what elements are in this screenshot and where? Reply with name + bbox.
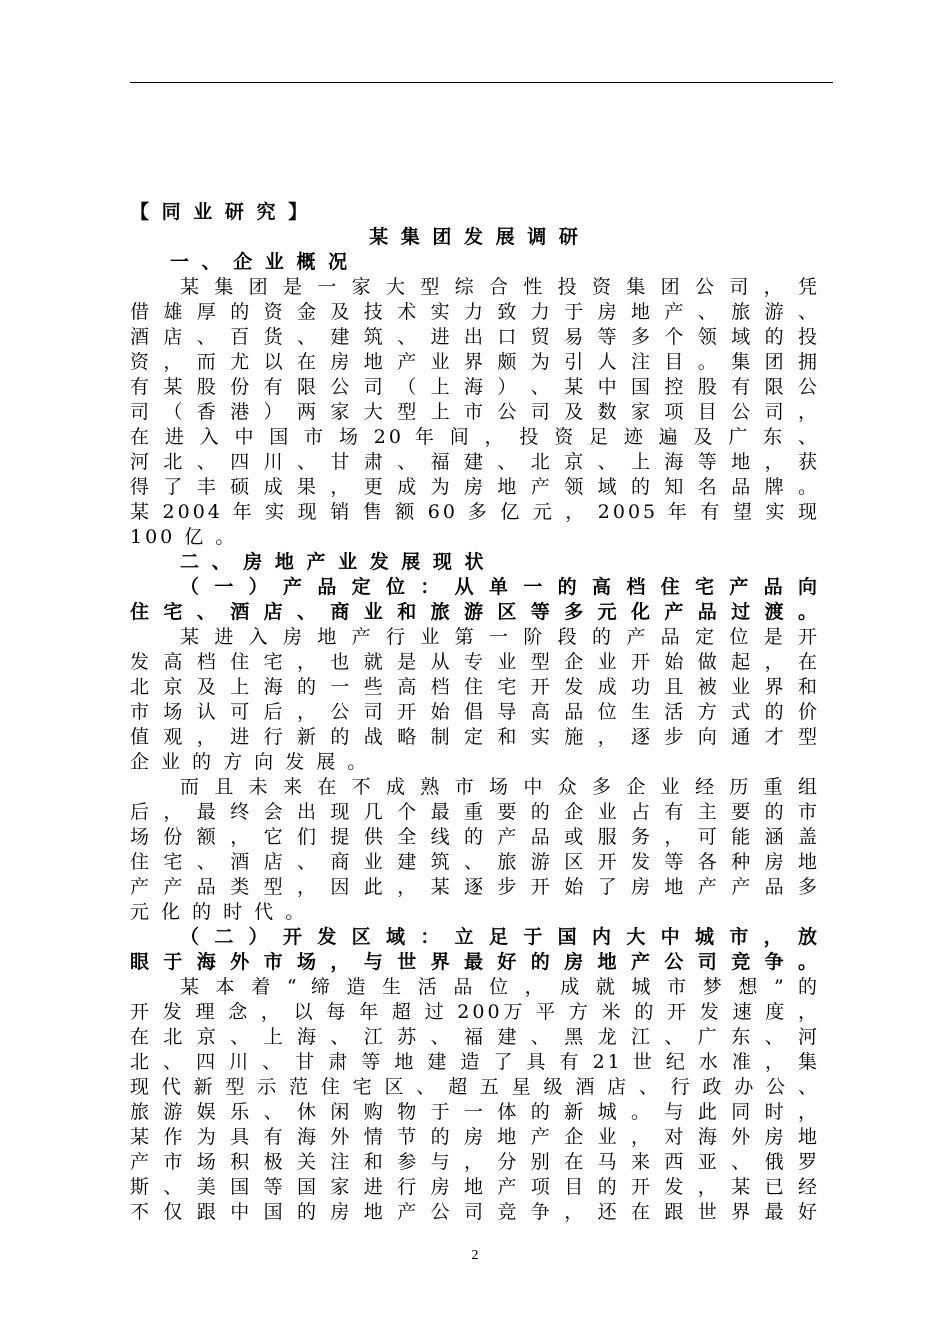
paragraph-1 [130, 275, 820, 550]
subheading-1 [130, 575, 820, 625]
heading-1: 一 、 企 业 概 况 [170, 251, 351, 273]
text-line: 住 宅 、 酒 店 、 商 业 和 旅 游 区 等 多 元 化 产 品 过 渡 。 [130, 601, 820, 623]
paragraph-2 [130, 625, 820, 775]
paragraph-4 [130, 975, 820, 1225]
text-line: 市 场 认 可 后 ， 公 司 开 始 倡 导 高 品 位 生 活 方 式 的 价 [130, 701, 820, 723]
document-title: 某 集 团 发 展 调 研 [369, 226, 581, 248]
header-rule [130, 82, 833, 83]
text-line: 产 产 品 类 型 ， 因 此 ， 某 逐 步 开 始 了 房 地 产 产 品 多 [130, 876, 820, 898]
heading-2: 二 、 房 地 产 业 发 展 现 状 [180, 551, 487, 573]
page-number: 2 [471, 1248, 479, 1263]
text-line: 现 代 新 型 示 范 住 宅 区 、 超 五 星 级 酒 店 、 行 政 办 公 、 [130, 1076, 820, 1098]
text-line: 北 京 及 上 海 的 一 些 高 档 住 宅 开 发 成 功 且 被 业 界 和 [130, 676, 820, 698]
text-line: 住 宅 、 酒 店 、 商 业 建 筑 、 旅 游 区 开 发 等 各 种 房 地 [130, 851, 820, 873]
text-line: 司 （ 香 港 ） 两 家 大 型 上 市 公 司 及 数 家 项 目 公 司 ， [130, 401, 820, 423]
text-line: 某 进 入 房 地 产 行 业 第 一 阶 段 的 产 品 定 位 是 开 [180, 626, 820, 648]
text-line: 100 亿 。 [130, 526, 238, 548]
text-line: 在 北 京 、 上 海 、 江 苏 、 福 建 、 黑 龙 江 、 广 东 、 河 [130, 1026, 820, 1048]
text-line: 酒 店 、 百 货 、 建 筑 、 进 出 口 贸 易 等 多 个 领 域 的 投 [130, 326, 820, 348]
text-line: 旅 游 娱 乐 、 休 闲 购 物 于 一 体 的 新 城 。 与 此 同 时 ， [130, 1101, 820, 1123]
text-line: 发 高 档 住 宅 ， 也 就 是 从 专 业 型 企 业 开 始 做 起 ， 在 [130, 651, 820, 673]
text-line: 资 ， 而 尤 以 在 房 地 产 业 界 颇 为 引 人 注 目 。 集 团 拥 [130, 351, 820, 373]
text-line: 场 份 额 ， 它 们 提 供 全 线 的 产 品 或 服 务 ， 可 能 涵 盖 [130, 826, 820, 848]
document-body [130, 200, 820, 1225]
text-line: 企 业 的 方 向 发 展 。 [130, 751, 370, 773]
text-line: 某 本 着 “ 缔 造 生 活 品 位 ， 成 就 城 市 梦 想 ” 的 [180, 976, 820, 998]
text-line: 而 且 未 来 在 不 成 熟 市 场 中 众 多 企 业 经 历 重 组 [180, 776, 820, 798]
text-line: 有 某 股 份 有 限 公 司 （ 上 海 ） 、 某 中 国 控 股 有 限 公 [130, 376, 820, 398]
text-line: 值 观 ， 进 行 新 的 战 略 制 定 和 实 施 ， 逐 步 向 通 才 型 [130, 726, 820, 748]
text-line: 北 、 四 川 、 甘 肃 等 地 建 造 了 具 有 21 世 纪 水 准 ， 集 [130, 1051, 820, 1073]
text-line: 借 雄 厚 的 资 金 及 技 术 实 力 致 力 于 房 地 产 、 旅 游 、 [130, 301, 820, 323]
text-line: （ 二 ） 开 发 区 域 ： 立 足 于 国 内 大 中 城 市 ， 放 [180, 926, 820, 948]
text-line: 后 ， 最 终 会 出 现 几 个 最 重 要 的 企 业 占 有 主 要 的 市 [130, 801, 820, 823]
paragraph-3 [130, 775, 820, 925]
section-tag: 【 同 业 研 究 】 [130, 201, 311, 223]
text-line: 某 集 团 是 一 家 大 型 综 合 性 投 资 集 团 公 司 ， 凭 [180, 276, 820, 298]
subheading-2 [130, 925, 820, 975]
text-line: 不 仅 跟 中 国 的 房 地 产 公 司 竞 争 ， 还 在 跟 世 界 最 好 [130, 1201, 820, 1223]
text-line: 产 市 场 积 极 关 注 和 参 与 ， 分 别 在 马 来 西 亚 、 俄 罗 [130, 1151, 820, 1173]
text-line: 斯 、 美 国 等 国 家 进 行 房 地 产 项 目 的 开 发 ， 某 已 经 [130, 1176, 820, 1198]
text-line: 在 进 入 中 国 市 场 20 年 间 ， 投 资 足 迹 遍 及 广 东 、 [130, 426, 820, 448]
text-line: 得 了 丰 硕 成 果 ， 更 成 为 房 地 产 领 域 的 知 名 品 牌 。 [130, 476, 820, 498]
text-line: 某 2004 年 实 现 销 售 额 60 多 亿 元 ， 2005 年 有 望 实 现 [130, 501, 820, 523]
text-line: 开 发 理 念 ， 以 每 年 超 过 200万 平 方 米 的 开 发 速 度 ， [130, 1001, 820, 1023]
text-line: 某 作 为 具 有 海 外 情 节 的 房 地 产 企 业 ， 对 海 外 房 地 [130, 1126, 820, 1148]
text-line: 眼 于 海 外 市 场 ， 与 世 界 最 好 的 房 地 产 公 司 竞 争 。 [130, 951, 820, 973]
text-line: 元 化 的 时 代 。 [130, 901, 308, 923]
text-line: （ 一 ） 产 品 定 位 ： 从 单 一 的 高 档 住 宅 产 品 向 [180, 576, 820, 598]
text-line: 河 北 、 四 川 、 甘 肃 、 福 建 、 北 京 、 上 海 等 地 ， 获 [130, 451, 820, 473]
